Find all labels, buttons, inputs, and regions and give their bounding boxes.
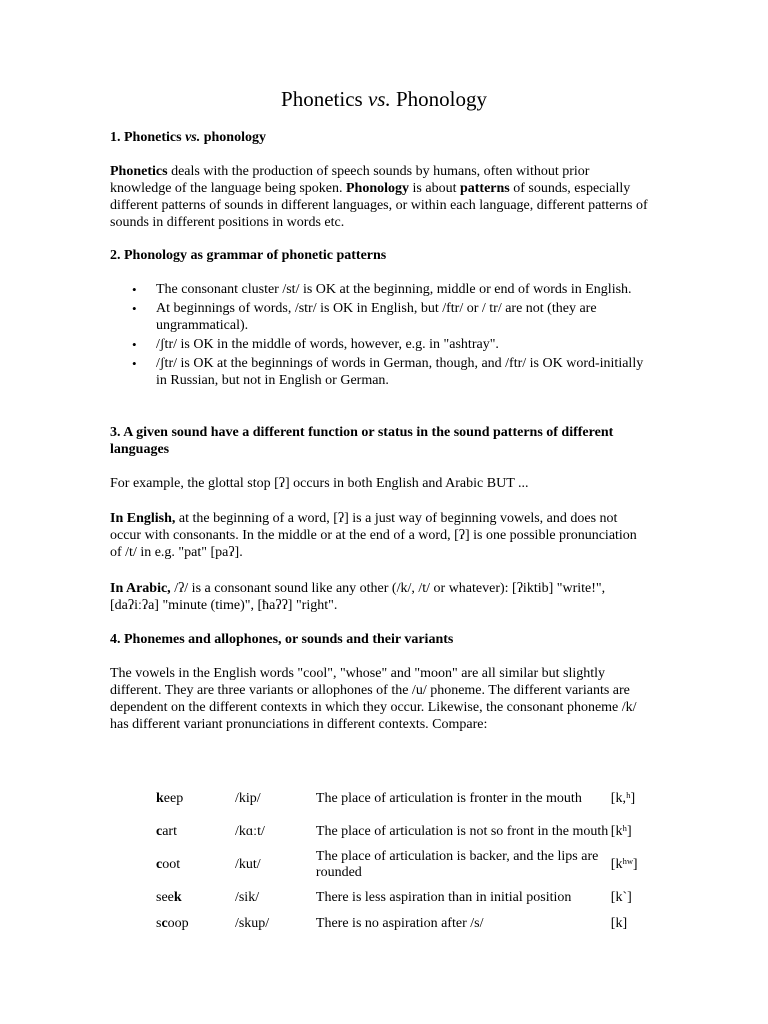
table-row xyxy=(156,848,650,881)
section-1-paragraph: Phonetics deals with the production of speech sounds by humans, often without prior knowledge of the language being spoken. Phonology is about patterns of sounds, especially different patterns of sounds in different languages, or within each language, different patterns of sounds in different positions in words etc. xyxy=(110,164,648,230)
description-cell: The place of articulation is not so front in the mouth xyxy=(315,823,609,839)
list-item: • /ʃtr/ is OK at the beginnings of words in German, though, and /ftr/ is OK word-initially in Russian, but not in English or German. xyxy=(110,355,650,389)
section-3-paragraph-1: For example, the glottal stop [ʔ] occurs in both English and Arabic BUT ... xyxy=(110,476,529,491)
table-row xyxy=(156,782,650,815)
allophone-cell: [kʰʷ] xyxy=(610,856,638,872)
allophone-table xyxy=(156,782,650,934)
description-cell: The place of articulation is backer, and the lips are rounded xyxy=(315,848,599,880)
description-cell: There is no aspiration after /s/ xyxy=(315,916,484,931)
document-title: Phonetics vs. Phonology xyxy=(281,87,487,111)
word-cell: keep xyxy=(156,790,184,806)
word-cell: scoop xyxy=(156,916,189,931)
phonemic-cell: /kɑːt/ xyxy=(234,823,265,839)
description-cell: The place of articulation is fronter in the mouth xyxy=(315,790,582,806)
section-4-heading: 4. Phonemes and allophones, or sounds and their variants xyxy=(110,632,454,647)
allophone-cell: [k,ʰ] xyxy=(610,790,636,806)
table-row xyxy=(156,881,650,914)
section-2-heading: 2. Phonology as grammar of phonetic patterns xyxy=(110,248,387,263)
phonemic-cell: /skup/ xyxy=(234,916,270,931)
table-row xyxy=(156,914,650,934)
section-3-heading: 3. A given sound have a different function or status in the sound patterns of different languages xyxy=(110,425,614,457)
allophone-cell: [k] xyxy=(610,916,628,931)
section-1-heading: 1. Phonetics vs. phonology xyxy=(110,130,266,145)
table-row xyxy=(156,815,650,848)
phonemic-cell: /sik/ xyxy=(234,889,260,905)
phonemic-cell: /kut/ xyxy=(234,856,261,872)
list-item: • At beginnings of words, /str/ is OK in English, but /ftr/ or / tr/ are not (they are ungrammatical). xyxy=(110,300,650,334)
word-cell: cart xyxy=(156,823,177,839)
section-2-bullet-list xyxy=(110,281,650,391)
word-cell: seek xyxy=(156,889,182,905)
phonemic-cell: /kip/ xyxy=(234,790,261,806)
word-cell: coot xyxy=(156,856,181,872)
allophone-cell: [kʰ] xyxy=(610,823,632,839)
section-3-paragraph-english: In English, at the beginning of a word, [ʔ] is a just way of beginning vowels, and does not occur with consonants. In the middle or at the end of a word, [ʔ] is one possible pronunciation of /t/ in e.g. "pat" [paʔ]. xyxy=(110,511,637,560)
list-item: • /ʃtr/ is OK in the middle of words, however, e.g. in "ashtray". xyxy=(110,336,650,353)
allophone-cell: [k`] xyxy=(610,889,632,905)
section-3-paragraph-arabic: In Arabic, /ʔ/ is a consonant sound like any other (/k/, /t/ or whatever): [ʔiktib] "write!", [daʔiːʔa] "minute (time)", [ħaʔʔ] "right". xyxy=(110,581,606,613)
description-cell: There is less aspiration than in initial position xyxy=(315,889,572,905)
section-4-paragraph: The vowels in the English words "cool", "whose" and "moon" are all similar but slightly different. They are three variants or allophones of the /u/ phoneme. The different variants are dependent on the different contexts in which they occur. Likewise, the consonant phoneme /k/ has different variant pronunciations in different contexts. Compare: xyxy=(110,666,637,732)
list-item: • The consonant cluster /st/ is OK at the beginning, middle or end of words in English. xyxy=(110,281,650,298)
